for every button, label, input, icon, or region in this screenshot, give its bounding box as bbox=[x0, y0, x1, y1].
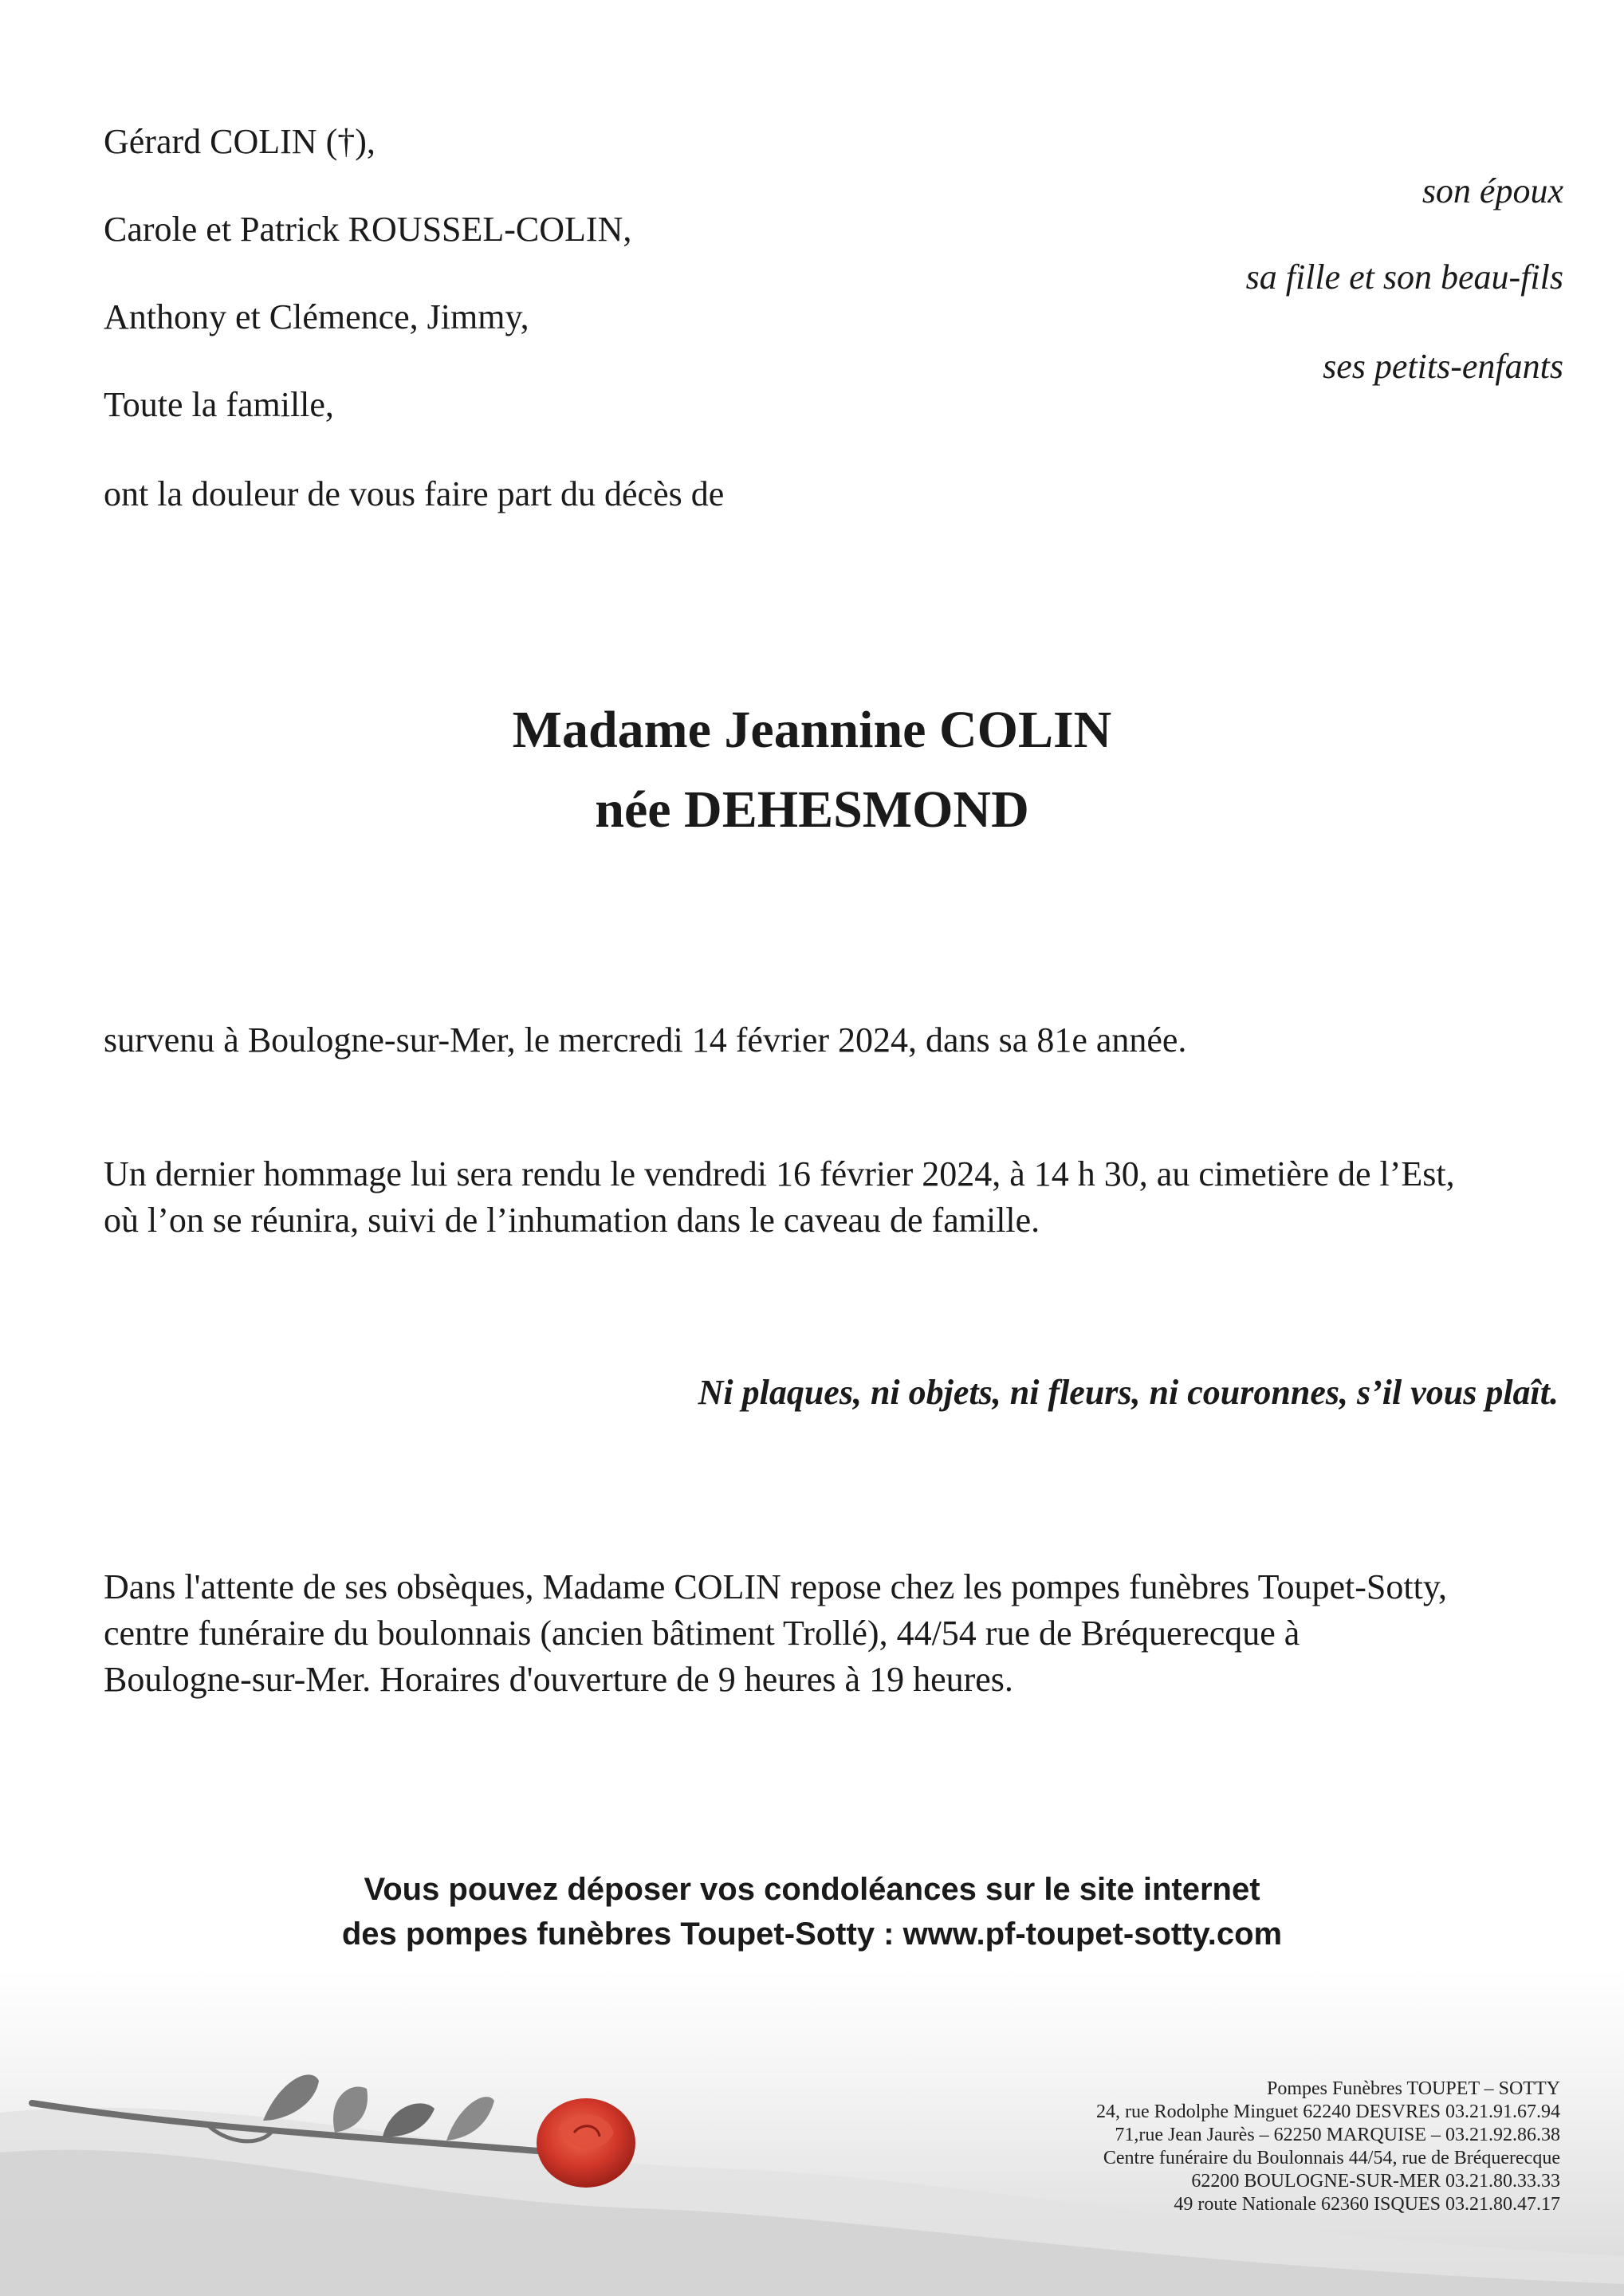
repose-line-3: Boulogne-sur-Mer. Horaires d'ouverture de 9 heures à 19 heures. bbox=[104, 1660, 1013, 1699]
agency-line-6: 49 route Nationale 62360 ISQUES 03.21.80.47.17 bbox=[1174, 2194, 1560, 2215]
family-member-4: Toute la famille, bbox=[104, 385, 334, 424]
announcement-text: ont la douleur de vous faire part du décès de bbox=[104, 474, 725, 513]
condolences-block bbox=[0, 1867, 1624, 1956]
deceased-birth-name: née DEHESMOND bbox=[595, 780, 1029, 839]
relation-3: ses petits-enfants bbox=[1323, 347, 1563, 386]
repose-line-1: Dans l'attente de ses obsèques, Madame COLIN repose chez les pompes funèbres Toupet-Sotty, bbox=[104, 1567, 1447, 1606]
agency-line-5: 62200 BOULOGNE-SUR-MER 03.21.80.33.33 bbox=[1191, 2171, 1560, 2192]
family-member-1: Gérard COLIN (†), bbox=[104, 122, 376, 161]
death-info: survenu à Boulogne-sur-Mer, le mercredi 14 février 2024, dans sa 81e année. bbox=[104, 1020, 1187, 1060]
agency-line-3: 71,rue Jean Jaurès – 62250 MARQUISE – 03.21.92.86.38 bbox=[1115, 2125, 1560, 2145]
family-member-2: Carole et Patrick ROUSSEL-COLIN, bbox=[104, 210, 632, 249]
ceremony-line-1: Un dernier hommage lui sera rendu le vendredi 16 février 2024, à 14 h 30, au cimetière de l’Est, bbox=[104, 1154, 1455, 1193]
deceased-name: Madame Jeannine COLIN bbox=[512, 701, 1112, 759]
agency-line-1: Pompes Funèbres TOUPET – SOTTY bbox=[1266, 2078, 1560, 2099]
agency-line-4: Centre funéraire du Boulonnais 44/54, rue de Bréquerecque bbox=[1103, 2148, 1560, 2168]
agency-contact-block bbox=[1096, 2078, 1560, 2216]
relation-1: son époux bbox=[1421, 171, 1563, 210]
condolences-line-1: Vous pouvez déposer vos condoléances sur le site internet bbox=[364, 1872, 1260, 1907]
relation-2: sa fille et son beau-fils bbox=[1245, 258, 1563, 297]
condolences-line-2[interactable]: des pompes funèbres Toupet-Sotty : www.pf-toupet-sotty.com bbox=[341, 1917, 1283, 1952]
family-member-3: Anthony et Clémence, Jimmy, bbox=[104, 297, 529, 336]
repose-line-2: centre funéraire du boulonnais (ancien bâtiment Trollé), 44/54 rue de Bréquerecque à bbox=[104, 1614, 1300, 1653]
no-flowers-notice: Ni plaques, ni objets, ni fleurs, ni couronnes, s’il vous plaît. bbox=[698, 1373, 1559, 1412]
agency-line-2: 24, rue Rodolphe Minguet 62240 DESVRES 03.21.91.67.94 bbox=[1096, 2101, 1560, 2122]
ceremony-line-2: où l’on se réunira, suivi de l’inhumation dans le caveau de famille. bbox=[104, 1201, 1040, 1240]
